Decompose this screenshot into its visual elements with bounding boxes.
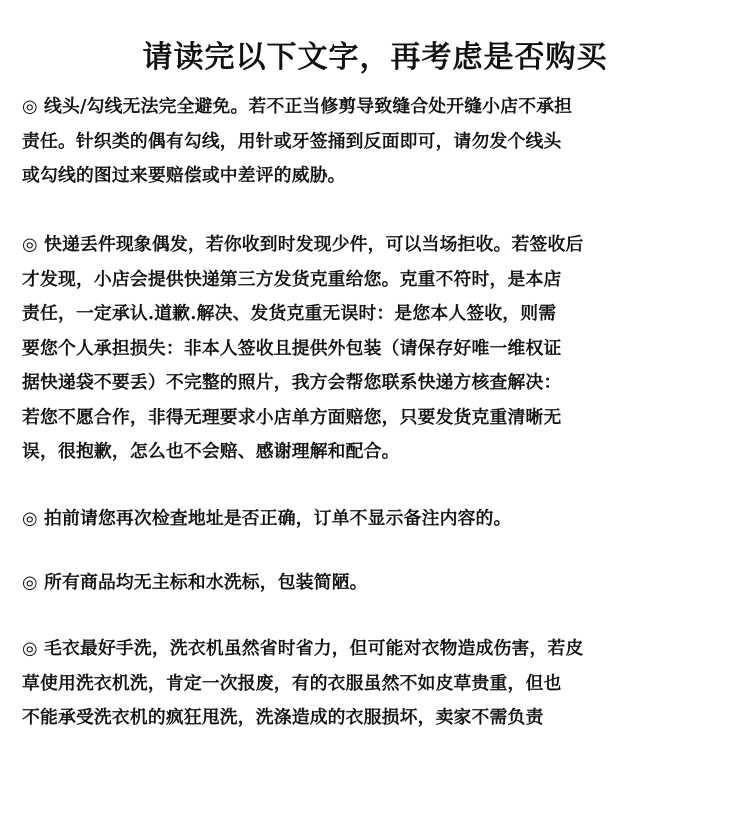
bullet-icon: ◎ (22, 638, 38, 659)
paragraph-line: 才发现，小店会提供快递第三方发货克重给您。克重不符时，是本店 (22, 268, 562, 290)
paragraph-line: 责任。针织类的偶有勾线，用针或牙签捅到反面即可，请勿发个线头 (22, 130, 562, 152)
paragraph-line: ◎ 所有商品均无主标和水洗标，包装简陋。 (22, 566, 744, 601)
paragraph-line: 草使用洗衣机洗，肯定一次报废，有的衣服虽然不如皮草贵重，但也 (22, 672, 562, 694)
bullet-icon: ◎ (22, 572, 38, 593)
paragraph-line: 不能承受洗衣机的疯狂甩洗，洗涤造成的衣服损坏，卖家不需负责 (22, 707, 544, 728)
paragraph-line: 误，很抱歉，怎么也不会赔、感谢理解和配合。 (22, 441, 400, 462)
notice-paragraph-address (22, 502, 744, 537)
bullet-icon: ◎ (22, 96, 38, 117)
bullet-icon: ◎ (22, 234, 38, 255)
notice-paragraph-labels (22, 566, 744, 601)
bullet-icon: ◎ (22, 508, 38, 529)
notice-paragraph-washing (22, 632, 744, 736)
notice-paragraph-thread (22, 90, 744, 194)
paragraph-line: 若您不愿合作，非得无理要求小店单方面赔您，只要发货克重清晰无 (22, 406, 562, 428)
paragraph-line: 据快递袋不要丢）不完整的照片，我方会帮您联系快递方核查解决： (22, 372, 562, 393)
paragraph-line: 责任，一定承认.道歉.解决、发货克重无误时：是您本人签收，则需 (22, 303, 557, 324)
paragraph-line: 或勾线的图过来要赔偿或中差评的威胁。 (22, 165, 346, 186)
notice-paragraph-shipping (22, 228, 744, 470)
paragraph-line: ◎ 拍前请您再次检查地址是否正确，订单不显示备注内容的。 (22, 502, 744, 537)
paragraph-line: 要您个人承担损失：非本人签收且提供外包装（请保存好唯一维权证 (22, 337, 562, 359)
page-title: 请读完以下文字，再考虑是否购买 (142, 40, 608, 75)
paragraph-line: ◎ 毛衣最好手洗，洗衣机虽然省时省力，但可能对衣物造成伤害，若皮 (22, 632, 744, 667)
paragraph-line: ◎ 线头/勾线无法完全避免。若不正当修剪导致缝合处开缝小店不承担 (22, 90, 744, 125)
paragraph-line: ◎ 快递丢件现象偶发，若你收到时发现少件，可以当场拒收。若签收后 (22, 228, 744, 263)
